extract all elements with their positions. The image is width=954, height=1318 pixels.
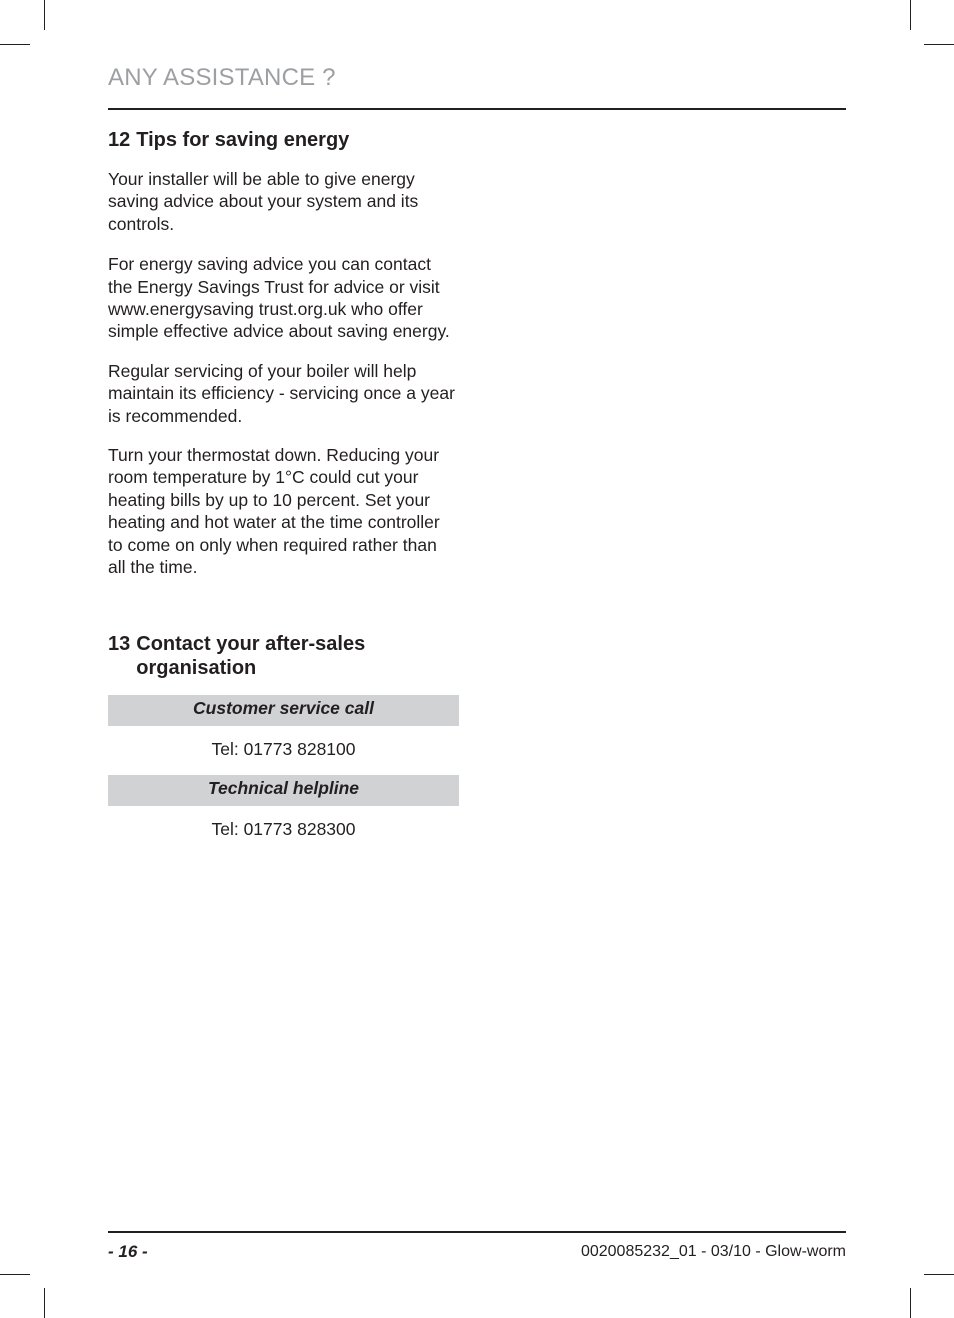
page-header-title: ANY ASSISTANCE ? xyxy=(108,64,336,91)
footer-rule xyxy=(108,1231,846,1233)
contact-tel: Tel: 01773 828100 xyxy=(211,739,356,759)
contact-table xyxy=(108,695,459,855)
section-number: 13 xyxy=(108,633,131,655)
paragraph: For energy saving advice you can contact the Energy Savings Trust for advice or visit www.energysaving trust.org.uk who offer simple effective advice about saving energy. xyxy=(108,254,450,342)
document-reference: 0020085232_01 - 03/10 - Glow-worm xyxy=(580,1243,846,1260)
section-number: 12 xyxy=(108,129,131,151)
crop-mark xyxy=(924,1274,954,1275)
contact-label-band: Customer service call xyxy=(108,695,459,726)
section-heading xyxy=(108,632,459,680)
section-title: Tips for saving energy xyxy=(136,129,350,151)
crop-mark xyxy=(44,1288,45,1318)
section-heading xyxy=(108,128,459,152)
paragraph: Your installer will be able to give energy saving advice about your system and its controls. xyxy=(108,169,419,234)
crop-mark xyxy=(910,0,911,30)
contact-tel: Tel: 01773 828300 xyxy=(211,819,356,839)
crop-mark xyxy=(0,44,30,45)
section-title xyxy=(136,632,365,680)
page-number: - 16 - xyxy=(108,1242,148,1261)
section-tips xyxy=(108,128,459,579)
section-title-line: organisation xyxy=(136,657,257,679)
paragraph: Turn your thermostat down. Reducing your room temperature by 1°C could cut your heating bills by up to 10 percent. Set your heating and hot water at the time controller to come on only when required rather than all the time. xyxy=(108,445,440,578)
crop-mark xyxy=(44,0,45,30)
paragraph: Regular servicing of your boiler will help maintain its efficiency - servicing once a year is recommended. xyxy=(108,360,455,426)
crop-mark xyxy=(910,1288,911,1318)
crop-mark xyxy=(924,44,954,45)
contact-label-band: Technical helpline xyxy=(108,775,459,806)
section-contact xyxy=(108,632,459,680)
crop-mark xyxy=(0,1274,30,1275)
section-title-line: Contact your after-sales xyxy=(136,633,366,655)
header-rule xyxy=(108,108,846,110)
